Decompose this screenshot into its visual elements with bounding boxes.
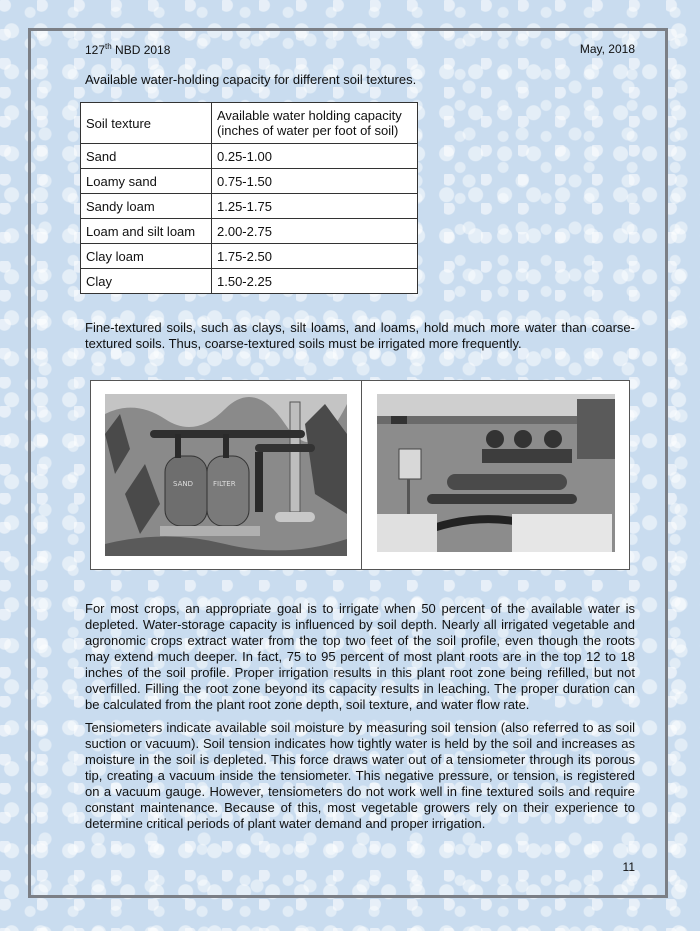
water-capacity-table [80,102,418,294]
table-caption: Available water-holding capacity for different soil textures. [85,72,417,87]
table-cell: Sandy loam [81,194,212,219]
table-row [81,194,418,219]
header-issue: 127th NBD 2018 [85,42,171,57]
table-cell: Loam and silt loam [81,219,212,244]
sand-filter-photo [105,394,347,556]
table-row [81,169,418,194]
table-row [81,219,418,244]
tank-label: FILTER [213,480,236,488]
paragraph-soil-texture: Fine-textured soils, such as clays, silt loams, and loams, hold much more water than coarse-textured soils. Thus, coarse-textured soils must be irrigated more frequently. [85,320,635,351]
paragraph-tensiometers: Tensiometers indicate available soil moisture by measuring soil tension (also referred to as soil suction or vacuum). Soil tension indicates how tightly water is held by the soil and increases as moisture in the soil is depleted. This force draws water out of a tensiometer through its porous tip, creating a vacuum inside the tensiometer. This negative pressure, or tension, is registered on a vacuum gauge. However, tensiometers do not work well in fine textured soils and require constant maintenance. Because of this, most vegetable growers rely on their experience to determine critical periods of plant water demand and proper irrigation. [85,720,635,831]
header-date: May, 2018 [579,42,635,56]
paragraph-irrigation-goal: For most crops, an appropriate goal is to irrigate when 50 percent of the available water is depleted. Water-storage capacity is influenced by soil depth. Nearly all irrigated vegetable and agronomic crops extract water from the top two feet of the soil profile, even though the roots may extend much deeper. In fact, 75 to 95 percent of most plant roots are in the top 12 to 18 inches of the soil profile. Proper irrigation results in this plant root zone being refilled, but not overfilled. Filling the root zone beyond its capacity results in leaching. The proper duration can be calculated from the plant root zone depth, soil texture, and water flow rate. [85,601,635,712]
table-cell: Sand [81,144,212,169]
table-cell: 2.00-2.75 [212,219,418,244]
table-cell: 0.75-1.50 [212,169,418,194]
table-cell: 0.25-1.00 [212,144,418,169]
table-row [81,269,418,294]
table-cell: Clay [81,269,212,294]
table-cell: Clay loam [81,244,212,269]
table-cell: 1.75-2.50 [212,244,418,269]
photo-divider [361,381,362,569]
table-cell: 1.25-1.75 [212,194,418,219]
table-cell: Loamy sand [81,169,212,194]
photo-panel [90,380,630,570]
table-cell: 1.50-2.25 [212,269,418,294]
column-header-soil-texture: Soil texture [81,103,212,144]
table-row [81,144,418,169]
table-header-row [81,103,418,144]
irrigation-manifold-photo [377,394,615,552]
column-header-capacity: Available water holding capacity (inches of water per foot of soil) [212,103,418,144]
tank-label: SAND [173,480,193,488]
page-number: 11 [622,860,635,874]
table-row [81,244,418,269]
